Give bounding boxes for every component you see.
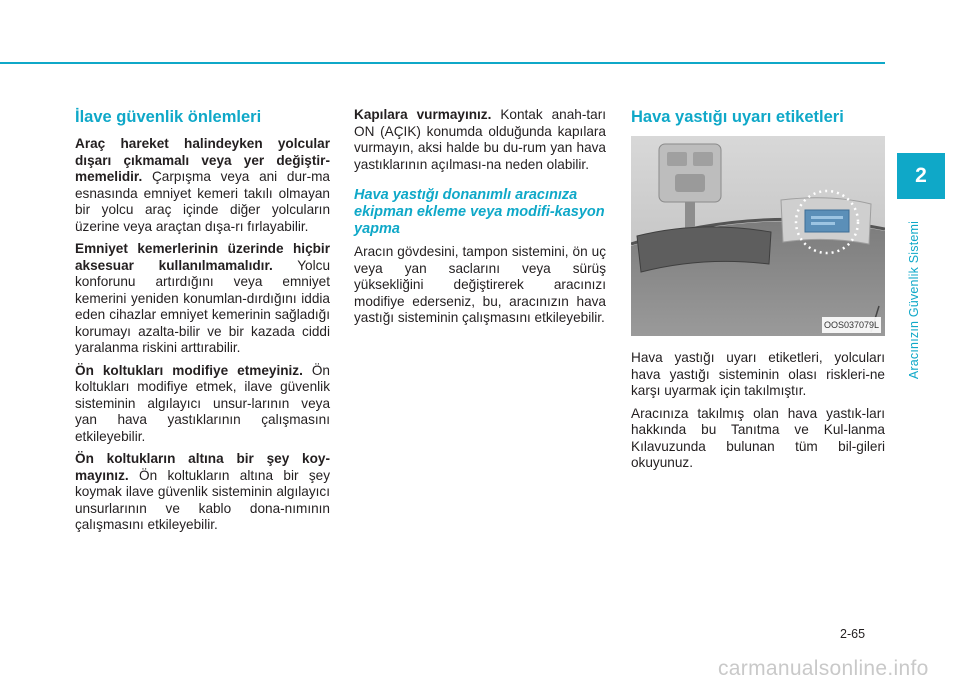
paragraph-lead: Ön koltukların altına bir şey koy-mayınız. (75, 451, 330, 483)
header-rule (0, 62, 885, 64)
paragraph-body: Çarpışma veya ani dur-ma esnasında emniyet kemeri takılı olmayan bir yolcu araç içinde diğer yolcuların üzerine veya araçtan dışa-rı fırlayabilir. (75, 169, 330, 234)
chapter-number-tab: 2 (897, 153, 945, 199)
paragraph-modifications: Aracın gövdesini, tampon sistemini, ön uç veya yan saclarını veya sürüş yüksekliğini değiştirerek aracınızı modifiye ederseniz, bu, aracınızın hava yastığı sisteminin çalışmasını etkileyebilir. (354, 244, 606, 325)
paragraph-read-manual: Aracınıza takılmış olan hava yastık-ları hakkında bu Tanıtma ve Kul-lanma Kılavuzunda bulunan tüm bil-gileri okuyunuz. (631, 405, 885, 470)
paragraph-lead: Emniyet kemerlerinin üzerinde hiçbir aksesuar kullanılmamalıdır. (75, 241, 330, 273)
paragraph-lead: Kapılara vurmayınız. (354, 107, 492, 122)
paragraph-body: Kontak anah-tarı ON (AÇIK) konumda olduğunda kapılara vurmayın, aksi halde bu du-rum yan hava yastıklarının açılması-na neden olabilir. (354, 107, 606, 172)
chapter-title-text: Aracınızın Güvenlik Sistemi (907, 220, 921, 379)
section-heading-additional-safety: İlave güvenlik önlemleri (75, 108, 262, 126)
paragraph-body: Yolcu konforunu artırdığını veya emniyet kemerini yeniden konumlan-dırdığını iddia eden cihazlar emniyet kemerinin sağladığı korumayı azalta-bilir ve bir kazada ciddi yaralanma riskini arttırabilir. (75, 257, 330, 355)
paragraph-warning-labels: Hava yastığı uyarı etiketleri, yolcuları hava yastığı sisteminin olası riskleri-ne karşı uyarmak için takılmıştır. (631, 350, 885, 398)
paragraph-lead: Ön koltukları modifiye etmeyiniz. (75, 362, 303, 378)
image-reference-code: OOS037079L (822, 317, 881, 334)
paragraph-seatbelt-accessories (75, 241, 330, 357)
column-right (631, 107, 885, 478)
paragraph-body: Ön koltukların altına bir şey koymak ilave güvenlik sisteminin algılayıcı unsurlarının ve kablo dona-nımının çalışmasını etkileyebilir. (75, 467, 330, 532)
column-left (75, 107, 330, 540)
paragraph-doors (354, 107, 606, 173)
section-heading-warning-labels: Hava yastığı uyarı etiketleri (631, 108, 844, 126)
sun-visor-illustration (631, 136, 885, 336)
paragraph-lead: Araç hareket halindeyken yolcular dışarı çıkmamalı veya yer değiştir-memelidir. (75, 136, 330, 184)
watermark-text: carmanualsonline.info (718, 657, 929, 680)
column-middle (354, 107, 606, 333)
chapter-title-vertical (904, 212, 924, 387)
subheading-modifications: Hava yastığı donanımlı aracınıza ekipman ekleme veya modifi-kasyon yapma (354, 187, 605, 237)
warning-label-photo (631, 136, 885, 336)
paragraph-under-seats (75, 451, 330, 534)
page-number: 2-65 (840, 627, 866, 641)
paragraph-front-seats (75, 363, 330, 446)
paragraph-passengers (75, 136, 330, 235)
paragraph-body: Ön koltukları modifiye etmek, ilave güvenlik sisteminin algılayıcı unsur-larının veya yan hava yastıklarının çalışmasını etkileyebilir. (75, 362, 330, 444)
